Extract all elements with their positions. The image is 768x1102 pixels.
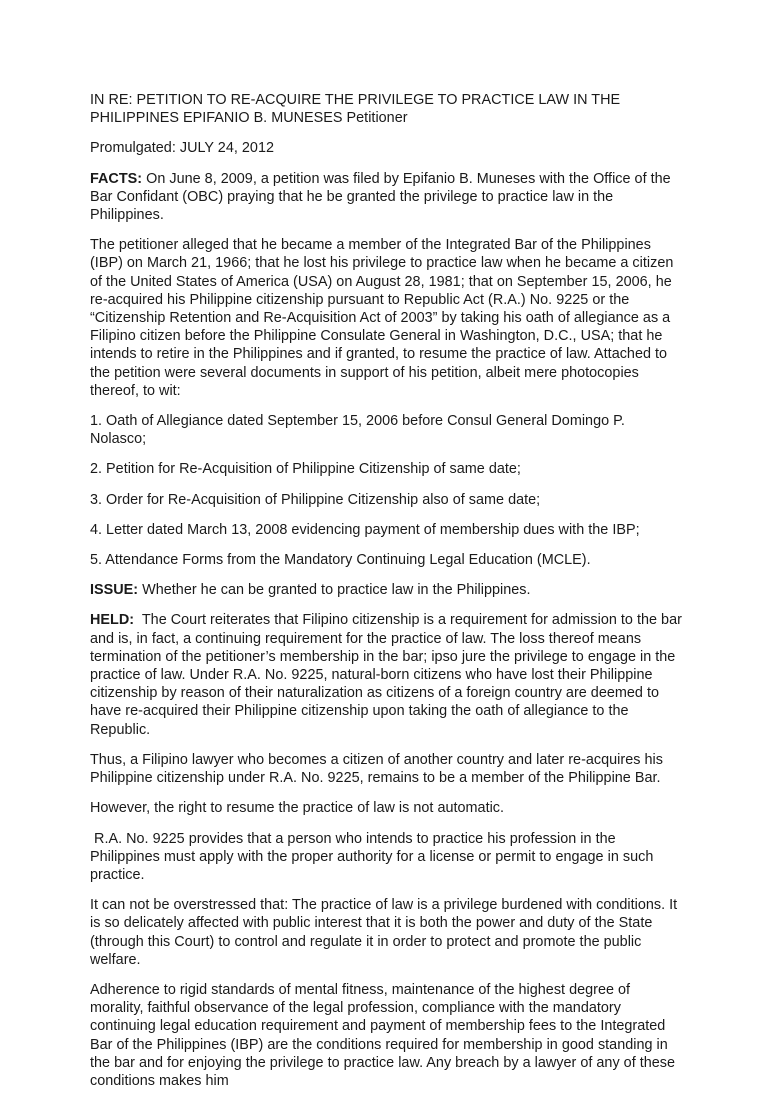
- issue-paragraph: [90, 581, 685, 599]
- list-item: 4. Letter dated March 13, 2008 evidencing payment of membership dues with the IBP;: [90, 521, 640, 538]
- issue-label: ISSUE:: [90, 582, 139, 599]
- overstressed-paragraph: It can not be overstressed that: The practice of law is a privilege burdened with conditions. It is so delicately affected with public interest that it is both the power and duty of the State (through this Court) to control and regulate it in order to protect and promote the public welfare.: [90, 897, 678, 968]
- ra-paragraph: R.A. No. 9225 provides that a person who intends to practice his profession in the Philippines must apply with the proper authority for a license or permit to engage in such practice.: [90, 830, 658, 883]
- thus-paragraph: Thus, a Filipino lawyer who becomes a citizen of another country and later re-acquires his Philippine citizenship under R.A. No. 9225, remains to be a member of the Philippine Bar.: [90, 751, 663, 787]
- held-text: The Court reiterates that Filipino citizenship is a requirement for admission to the bar and is, in fact, a continuing requirement for the practice of law. The loss thereof means termination of the petitioner’s membership in the bar; ipso jure the privilege to engage in the practice of law. Under R.A. No. 9225, natural-born citizens who have lost their Philippine citizenship by reason of their naturalization as citizens of a foreign country are deemed to have re-acquired their Philippine citizenship upon taking the oath of allegiance to the Republic.: [90, 612, 686, 738]
- held-paragraph: [90, 611, 685, 738]
- list-item: 1. Oath of Allegiance dated September 15, 2006 before Consul General Domingo P. Nolasco;: [90, 413, 625, 448]
- document-title: IN RE: PETITION TO RE-ACQUIRE THE PRIVILEGE TO PRACTICE LAW IN THE PHILIPPINES EPIFANIO B. MUNESES Petitioner: [90, 92, 621, 127]
- issue-text: Whether he can be granted to practice law in the Philippines.: [138, 582, 531, 599]
- held-label: HELD:: [90, 612, 135, 629]
- list-item: 3. Order for Re-Acquisition of Philippine Citizenship also of same date;: [90, 491, 541, 508]
- facts-paragraph: [90, 170, 685, 225]
- adherence-paragraph: Adherence to rigid standards of mental fitness, maintenance of the highest degree of morality, faithful observance of the legal profession, compliance with the mandatory continuing legal education requirement and payment of membership fees to the Integrated Bar of the Philippines (IBP) are the conditions required for membership in good standing in the bar and for enjoying the privilege to practice law. Any breach by a lawyer of any of these conditions makes him: [90, 981, 676, 1089]
- facts-text: On June 8, 2009, a petition was filed by Epifanio B. Muneses with the Office of the Bar Confidant (OBC) praying that he be granted the privilege to practice law in the Philippines.: [90, 170, 671, 224]
- list-item: 5. Attendance Forms from the Mandatory Continuing Legal Education (MCLE).: [90, 552, 591, 569]
- document-page: [90, 91, 685, 1102]
- allegation-paragraph: The petitioner alleged that he became a member of the Integrated Bar of the Philippines (IBP) on March 21, 1966; that he lost his privilege to practice law when he became a citizen of the United States of America (USA) on August 28, 1981; that on September 15, 2006, he re-acquired his Philippine citizenship pursuant to Republic Act (R.A.) No. 9225 or the “Citizenship Retention and Re-Acquisition Act of 2003” by taking his oath of allegiance as a Filipino citizen before the Philippine Consulate General in Washington, D.C., USA; that he intends to retire in the Philippines and if granted, to resume the practice of law. Attached to the petition were several documents in support of his petition, albeit mere photocopies thereof, to wit:: [90, 237, 674, 399]
- promulgated-date: Promulgated: JULY 24, 2012: [90, 140, 274, 157]
- list-item: 2. Petition for Re-Acquisition of Philippine Citizenship of same date;: [90, 461, 521, 478]
- however-paragraph: However, the right to resume the practice of law is not automatic.: [90, 800, 505, 817]
- facts-label: FACTS:: [90, 170, 143, 187]
